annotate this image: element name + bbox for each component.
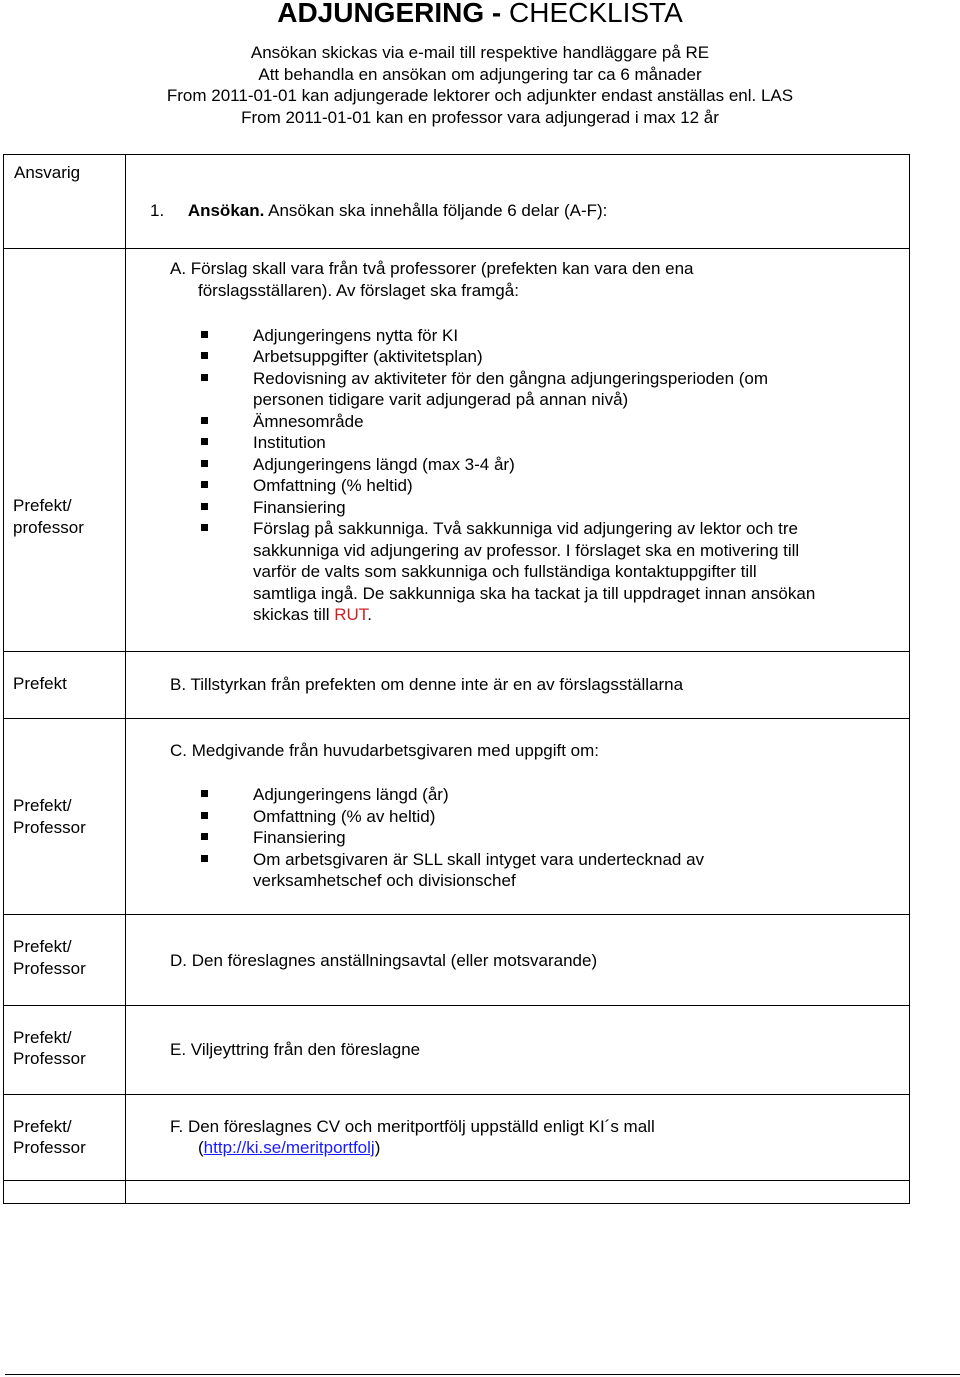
intro-block — [0, 42, 960, 128]
text-span: ( — [198, 1138, 204, 1157]
part-f-link-line — [198, 1137, 380, 1159]
text-span: ) — [374, 1138, 381, 1157]
responsible-cell — [4, 1095, 126, 1181]
bullet-text: Om arbetsgivaren är SLL skall intyget vara undertecknad av — [253, 850, 705, 869]
table-row — [4, 1095, 910, 1181]
document-title — [0, 0, 960, 30]
meritportfolj-link[interactable]: http://ki.se/meritportfolj — [203, 1138, 375, 1157]
content-cell — [126, 155, 910, 249]
bullet-text: Adjungeringens längd (år) — [253, 785, 449, 804]
content-cell — [126, 1095, 910, 1181]
content-cell — [126, 249, 910, 652]
bullet-icon — [201, 503, 208, 510]
responsible-label: Professor — [13, 1049, 86, 1068]
responsible-cell — [4, 155, 126, 249]
bullet-text-cont: samtliga ingå. De sakkunniga ska ha tackat ja till uppdraget innan ansökan — [253, 584, 816, 603]
content-cell — [126, 915, 910, 1006]
part-c-text: C. Medgivande från huvudarbetsgivaren med uppgift om: — [170, 741, 600, 760]
bullet-icon — [201, 331, 208, 338]
section-number: 1. — [150, 201, 165, 220]
bullet-text-cont: varför de valts som sakkunniga och fullständiga kontaktuppgifter till — [253, 562, 757, 581]
bullet-text-cont — [253, 604, 372, 626]
bullet-text: Omfattning (% av heltid) — [253, 807, 436, 826]
bullet-text: Institution — [253, 433, 326, 452]
bullet-icon — [201, 374, 208, 381]
intro-line: Att behandla en ansökan om adjungering tar ca 6 månader — [258, 64, 702, 84]
bullet-icon — [201, 481, 208, 488]
responsible-cell — [4, 652, 126, 719]
bullet-icon — [201, 524, 208, 531]
part-a-line: förslagsställaren). Av förslaget ska framgå: — [198, 281, 519, 300]
bullet-icon — [201, 812, 208, 819]
responsible-label: Prefekt/ — [13, 796, 72, 815]
part-e-text: E. Viljeyttring från den föreslagne — [170, 1040, 421, 1059]
bullet-text: Adjungeringens längd (max 3-4 år) — [253, 455, 515, 474]
bullet-text-cont: verksamhetschef och divisionschef — [253, 871, 516, 890]
section-title-bold: Ansökan. — [187, 201, 265, 220]
responsible-header: Ansvarig — [14, 163, 81, 182]
responsible-label: Prefekt/ — [13, 937, 72, 956]
bullet-text: Ämnesområde — [253, 412, 364, 431]
responsible-cell — [4, 1006, 126, 1095]
responsible-cell — [4, 915, 126, 1006]
table-row — [4, 719, 910, 915]
rut-highlight: RUT — [334, 605, 368, 624]
content-cell — [126, 1181, 910, 1204]
responsible-label: Professor — [13, 1138, 86, 1157]
part-f-text: F. Den föreslagnes CV och meritportfölj uppställd enligt KI´s mall — [170, 1117, 655, 1136]
content-cell — [126, 719, 910, 915]
responsible-label: professor — [13, 518, 84, 537]
footer-rule — [5, 1374, 960, 1375]
text-span: . — [367, 605, 373, 624]
responsible-cell — [4, 719, 126, 915]
bullet-text: Arbetsuppgifter (aktivitetsplan) — [253, 347, 483, 366]
section-title — [150, 200, 607, 222]
bullet-icon — [201, 438, 208, 445]
content-cell — [126, 1006, 910, 1095]
responsible-label: Prefekt/ — [13, 496, 72, 515]
part-b-text: B. Tillstyrkan från prefekten om denne inte är en av förslagsställarna — [170, 675, 684, 694]
table-row — [4, 915, 910, 1006]
part-a-line: A. Förslag skall vara från två professorer (prefekten kan vara den ena — [170, 259, 694, 278]
table-row — [4, 155, 910, 249]
responsible-label: Prefekt/ — [13, 1117, 72, 1136]
section-title-rest: Ansökan ska innehålla följande 6 delar (A-F): — [264, 201, 608, 220]
content-cell — [126, 652, 910, 719]
bullet-icon — [201, 855, 208, 862]
table-row — [4, 1006, 910, 1095]
responsible-cell — [4, 249, 126, 652]
bullet-text: Adjungeringens nytta för KI — [253, 326, 459, 345]
bullet-icon — [201, 352, 208, 359]
responsible-cell — [4, 1181, 126, 1204]
table-row — [4, 1181, 910, 1204]
bullet-icon — [201, 833, 208, 840]
intro-line: From 2011-01-01 kan adjungerade lektorer och adjunkter endast anställas enl. LAS — [166, 86, 794, 105]
part-d-text: D. Den föreslagnes anställningsavtal (eller motsvarande) — [170, 951, 598, 970]
bullet-icon — [201, 460, 208, 467]
bullet-text: Finansiering — [253, 828, 346, 847]
bullet-icon — [201, 417, 208, 424]
intro-line: Ansökan skickas via e-mail till respektive handläggare på RE — [250, 43, 710, 62]
bullet-text: Förslag på sakkunniga. Två sakkunniga vid adjungering av lektor och tre — [253, 519, 798, 538]
bullet-text: Redovisning av aktiviteter för den gångna adjungeringsperioden (om — [253, 369, 769, 388]
title-bold: ADJUNGERING - — [277, 0, 502, 28]
responsible-label: Professor — [13, 959, 86, 978]
bullet-text: Finansiering — [253, 498, 346, 517]
responsible-label: Prefekt — [13, 674, 67, 693]
bullet-text-cont: sakkunniga vid adjungering av professor. I förslaget ska en motivering till — [253, 541, 800, 560]
title-rest: CHECKLISTA — [501, 0, 683, 28]
table-row — [4, 652, 910, 719]
bullet-icon — [201, 790, 208, 797]
table-row — [4, 249, 910, 652]
responsible-label: Prefekt/ — [13, 1028, 72, 1047]
text-span: skickas till — [253, 605, 335, 624]
intro-line: From 2011-01-01 kan en professor vara adjungerad i max 12 år — [241, 107, 719, 127]
bullet-text: Omfattning (% heltid) — [253, 476, 413, 495]
bullet-text-cont: personen tidigare varit adjungerad på annan nivå) — [253, 390, 629, 409]
responsible-label: Professor — [13, 818, 86, 837]
checklist-table — [3, 154, 910, 1204]
